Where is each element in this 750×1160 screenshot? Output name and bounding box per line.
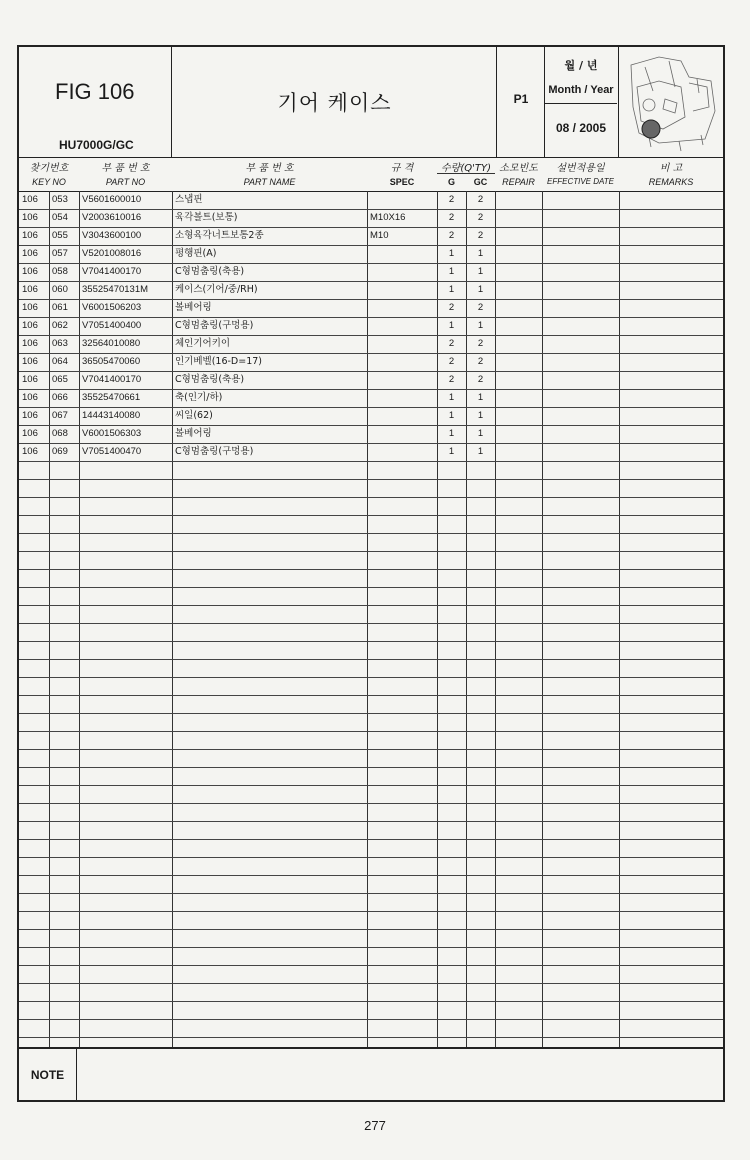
cell-fig: 106 — [22, 212, 38, 223]
page-cell — [497, 47, 545, 157]
table-row — [19, 425, 723, 443]
cell-spec: M10X16 — [370, 212, 406, 223]
machine-thumbnail — [619, 47, 723, 157]
col-eff-kr: 설번적용일 — [556, 163, 605, 174]
table-row — [19, 407, 723, 425]
table-row — [19, 389, 723, 407]
cell-gc: 1 — [477, 248, 484, 259]
col-name-en: PART NAME — [243, 177, 296, 187]
row-rule — [19, 695, 723, 696]
cell-gc: 2 — [477, 212, 484, 223]
cell-name: C형멈춤링(구멍용) — [175, 446, 254, 457]
cell-gc: 2 — [477, 356, 484, 367]
cell-name: 씨일(62) — [175, 410, 213, 421]
cell-gc: 1 — [477, 428, 484, 439]
cell-part: V5201008016 — [82, 248, 142, 259]
page-title: 기어 케이스 — [277, 91, 392, 115]
row-rule — [19, 749, 723, 750]
title-cell — [172, 47, 497, 157]
col-qty-kr: 수량(Q'TY) — [441, 163, 491, 174]
cell-part: V6001506203 — [82, 302, 142, 313]
row-rule — [19, 929, 723, 930]
cell-fig: 106 — [22, 410, 38, 421]
row-rule — [19, 839, 723, 840]
table-row — [19, 263, 723, 281]
cell-g: 2 — [448, 212, 455, 223]
row-rule — [19, 893, 723, 894]
row-rule — [19, 821, 723, 822]
cell-g: 1 — [448, 248, 455, 259]
row-rule — [19, 569, 723, 570]
cell-g: 1 — [448, 446, 455, 457]
cell-part: V7051400400 — [82, 320, 142, 331]
cell-name: 체인기어키이 — [175, 338, 231, 349]
cell-name: 축(인기/하) — [175, 392, 223, 403]
cell-g: 2 — [448, 230, 455, 241]
col-qty — [437, 157, 495, 191]
cell-key: 061 — [52, 302, 68, 313]
table-row — [19, 299, 723, 317]
cell-fig: 106 — [22, 428, 38, 439]
cell-fig: 106 — [22, 446, 38, 457]
cell-gc: 1 — [477, 446, 484, 457]
cell-key: 053 — [52, 194, 68, 205]
cell-fig: 106 — [22, 194, 38, 205]
col-qty-g: G — [447, 177, 455, 187]
col-rem-en: REMARKS — [648, 177, 694, 187]
row-rule — [19, 875, 723, 876]
row-rule — [19, 911, 723, 912]
col-remarks — [619, 157, 723, 191]
col-name — [172, 157, 367, 191]
cell-g: 1 — [448, 320, 455, 331]
cell-part: 14443140080 — [82, 410, 141, 421]
cell-gc: 1 — [477, 410, 484, 421]
col-rem-kr: 비 고 — [659, 163, 683, 174]
row-rule — [19, 1037, 723, 1038]
cell-fig: 106 — [22, 392, 38, 403]
row-rule — [19, 983, 723, 984]
cell-part: V2003610016 — [82, 212, 142, 223]
row-rule — [19, 947, 723, 948]
table-row — [19, 227, 723, 245]
cell-g: 1 — [448, 266, 455, 277]
cell-g: 2 — [448, 374, 455, 385]
cell-key: 058 — [52, 266, 68, 277]
cell-g: 2 — [448, 356, 455, 367]
col-spec — [367, 157, 437, 191]
cell-key: 057 — [52, 248, 68, 259]
row-rule — [19, 1001, 723, 1002]
cell-fig: 106 — [22, 374, 38, 385]
cell-gc: 2 — [477, 302, 484, 313]
month-year-kr: 월 / 년 — [564, 59, 598, 72]
col-effective — [542, 157, 619, 191]
cell-name: C형멈춤링(축용) — [175, 266, 245, 277]
col-part — [79, 157, 172, 191]
col-key — [19, 157, 79, 191]
cell-key: 066 — [52, 392, 68, 403]
cell-fig: 106 — [22, 284, 38, 295]
cell-part: V6001506303 — [82, 428, 142, 439]
cell-g: 1 — [448, 284, 455, 295]
col-part-kr: 부 품 번 호 — [101, 163, 150, 174]
row-rule — [19, 641, 723, 642]
cell-key: 067 — [52, 410, 68, 421]
cell-key: 054 — [52, 212, 68, 223]
fig-number: FIG 106 — [55, 79, 135, 104]
parts-list-frame — [17, 45, 725, 1102]
divider — [545, 103, 617, 104]
table-row — [19, 317, 723, 335]
col-part-en: PART NO — [105, 177, 146, 187]
cell-part: V7051400470 — [82, 446, 142, 457]
row-rule — [19, 713, 723, 714]
cell-spec: M10 — [370, 230, 389, 241]
cell-fig: 106 — [22, 266, 38, 277]
row-rule — [19, 659, 723, 660]
row-rule — [19, 587, 723, 588]
cell-gc: 1 — [477, 284, 484, 295]
cell-gc: 2 — [477, 374, 484, 385]
table-row — [19, 371, 723, 389]
month-year-cell — [545, 47, 619, 157]
row-rule — [19, 857, 723, 858]
row-rule — [19, 731, 723, 732]
cell-part: 32564010080 — [82, 338, 141, 349]
table-row — [19, 191, 723, 209]
cell-g: 2 — [448, 338, 455, 349]
cell-key: 060 — [52, 284, 68, 295]
date-value: 08 / 2005 — [555, 121, 607, 135]
col-repair-kr: 소모빈도 — [499, 163, 538, 174]
cell-g: 1 — [448, 392, 455, 403]
row-rule — [19, 803, 723, 804]
cell-name: 인기베벨(16-D=17) — [175, 356, 263, 367]
table-row — [19, 443, 723, 461]
cell-name: 케이스(기어/중/RH) — [175, 284, 258, 295]
cell-name: 소형육각너트보통2종 — [175, 230, 264, 241]
cell-key: 069 — [52, 446, 68, 457]
cell-part: 35525470661 — [82, 392, 141, 403]
month-year-en: Month / Year — [548, 84, 614, 96]
cell-key: 062 — [52, 320, 68, 331]
cell-name: 평행핀(A) — [175, 248, 217, 259]
cell-name: 볼베어링 — [175, 428, 212, 439]
row-rule — [19, 497, 723, 498]
table-row — [19, 209, 723, 227]
cell-fig: 106 — [22, 320, 38, 331]
cell-g: 2 — [448, 302, 455, 313]
page-label: P1 — [513, 92, 529, 106]
cell-fig: 106 — [22, 356, 38, 367]
col-spec-en: SPEC — [389, 177, 415, 187]
cell-name: 육각볼트(보통) — [175, 212, 238, 223]
cell-fig: 106 — [22, 230, 38, 241]
row-rule — [19, 605, 723, 606]
cell-part: V7041400170 — [82, 266, 142, 277]
cell-g: 1 — [448, 428, 455, 439]
cell-gc: 1 — [477, 392, 484, 403]
cell-part: 36505470060 — [82, 356, 141, 367]
row-rule — [19, 677, 723, 678]
cell-gc: 2 — [477, 194, 484, 205]
row-rule — [19, 623, 723, 624]
cell-key: 068 — [52, 428, 68, 439]
tractor-illustration-icon — [619, 47, 723, 157]
page-number: 277 — [364, 1118, 386, 1133]
table-row — [19, 281, 723, 299]
col-spec-kr: 규 격 — [390, 163, 414, 174]
table-row — [19, 245, 723, 263]
row-rule — [19, 461, 723, 462]
cell-name: 스냅핀 — [175, 194, 203, 205]
col-eff-en: EFFECTIVE DATE — [547, 177, 614, 186]
cell-gc: 2 — [477, 338, 484, 349]
col-key-kr: 찾기번호 — [29, 163, 69, 174]
cell-part: V7041400170 — [82, 374, 142, 385]
cell-fig: 106 — [22, 302, 38, 313]
cell-gc: 1 — [477, 320, 484, 331]
row-rule — [19, 785, 723, 786]
cell-part: V5601600010 — [82, 194, 142, 205]
row-rule — [19, 551, 723, 552]
row-rule — [19, 965, 723, 966]
row-rule — [19, 533, 723, 534]
cell-name: C형멈춤링(구멍용) — [175, 320, 254, 331]
note-section — [19, 1047, 723, 1102]
table-row — [19, 353, 723, 371]
cell-key: 064 — [52, 356, 68, 367]
row-rule — [19, 1019, 723, 1020]
row-rule — [19, 515, 723, 516]
col-name-kr: 부 품 번 호 — [245, 163, 294, 174]
column-header — [19, 157, 723, 192]
cell-key: 063 — [52, 338, 68, 349]
cell-fig: 106 — [22, 338, 38, 349]
row-rule — [19, 767, 723, 768]
cell-part: 35525470131M — [82, 284, 149, 295]
model-name: HU7000G/GC — [59, 138, 134, 152]
col-qty-gc: GC — [473, 177, 488, 187]
cell-part: V3043600100 — [82, 230, 142, 241]
table-row — [19, 335, 723, 353]
note-label: NOTE — [19, 1049, 77, 1102]
cell-g: 1 — [448, 410, 455, 421]
col-repair-en: REPAIR — [502, 177, 535, 187]
col-key-en: KEY NO — [32, 177, 66, 187]
cell-g: 2 — [448, 194, 455, 205]
parts-table — [19, 191, 723, 1047]
cell-fig: 106 — [22, 248, 38, 259]
row-rule — [19, 479, 723, 480]
col-repair — [495, 157, 542, 191]
fig-cell — [19, 47, 172, 157]
cell-name: 볼베어링 — [175, 302, 212, 313]
cell-gc: 2 — [477, 230, 484, 241]
cell-name: C형멈춤링(축용) — [175, 374, 245, 385]
cell-gc: 1 — [477, 266, 484, 277]
cell-key: 055 — [52, 230, 68, 241]
cell-key: 065 — [52, 374, 68, 385]
header — [19, 47, 723, 158]
